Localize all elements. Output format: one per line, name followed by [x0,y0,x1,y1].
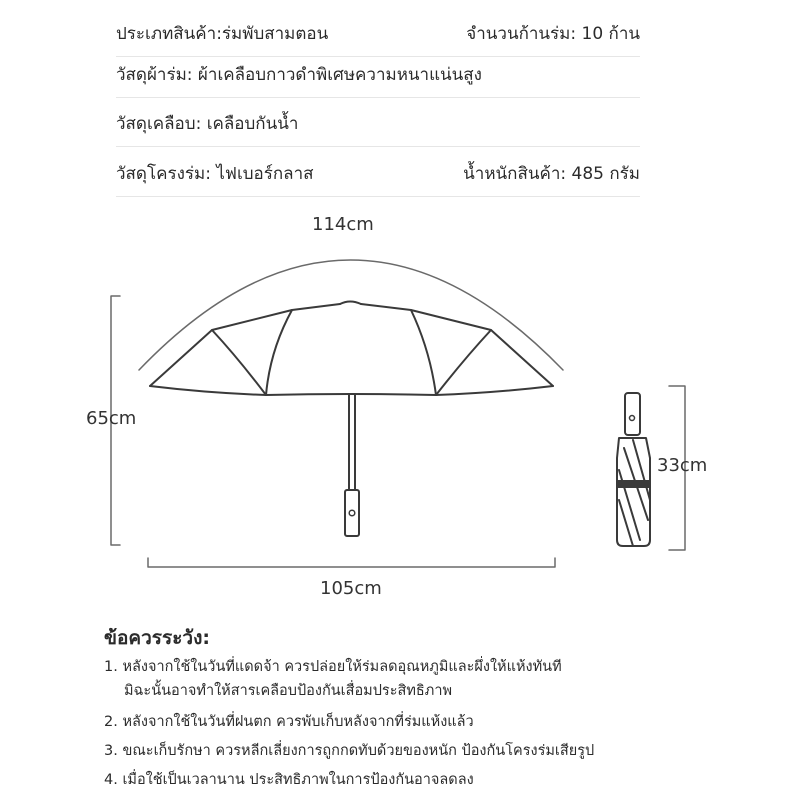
span-bracket [148,558,555,567]
open-span-label: 105cm [320,578,382,599]
spec-frame: วัสดุโครงร่ม: ไฟเบอร์กลาส [116,164,314,184]
spec-coating: วัสดุเคลือบ: เคลือบกันน้ำ [116,114,299,134]
open-height-label: 65cm [86,408,137,429]
width-arc [139,260,563,370]
note-item: 2. หลังจากใช้ในวันที่ฝนตก ควรพับเก็บหลังจากที่ร่มแห้งแล้ว [104,714,474,730]
spec-rib-count: จำนวนก้านร่ม: 10 ก้าน [466,24,640,44]
spec-fabric: วัสดุผ้าร่ม: ผ้าเคลือบกาวดำพิเศษความหนาแน่นสูง [116,65,482,85]
note-item-continuation: มิฉะนั้นอาจทำให้สารเคลือบป้องกันเสื่อมประสิทธิภาพ [124,683,453,699]
note-item: 4. เมื่อใช้เป็นเวลานาน ประสิทธิภาพในการป้องกันอาจลดลง [104,772,474,788]
spec-product-type: ประเภทสินค้า:ร่มพับสามตอน [116,24,329,44]
spec-weight: น้ำหนักสินค้า: 485 กรัม [463,164,640,184]
notes-title: ข้อควรระวัง: [104,627,210,649]
folded-umbrella-icon [617,393,650,546]
open-umbrella-icon [150,302,553,537]
note-item: 1. หลังจากใช้ในวันที่แดดจ้า ควรปล่อยให้ร่มลดอุณหภูมิและผึ่งให้แห้งทันที [104,659,562,675]
folded-length-label: 33cm [657,455,708,476]
open-width-label: 114cm [312,214,374,235]
note-item: 3. ขณะเก็บรักษา ควรหลีกเลี่ยงการถูกกดทับด้วยของหนัก ป้องกันโครงร่มเสียรูป [104,743,595,759]
